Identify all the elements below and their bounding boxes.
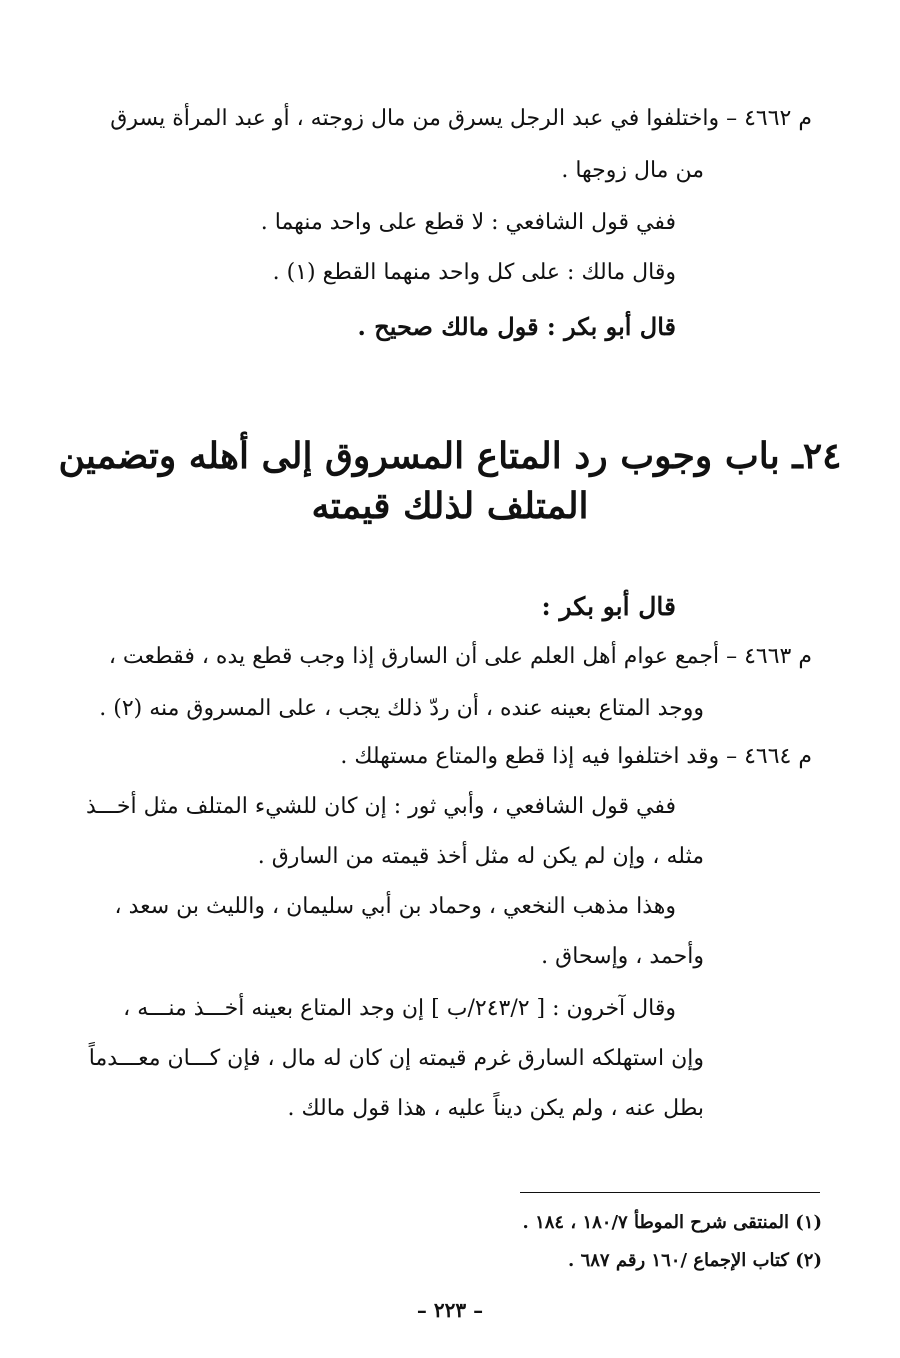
chapter-heading-line1: ٢٤ـ باب وجوب رد المتاع المسروق إلى أهله وتضمين [58,435,842,477]
footnote-1: (١) المنتقى شرح الموطأ ١٨٠/٧ ، ١٨٤ . [522,1212,822,1233]
footnote-separator [520,1192,820,1193]
entry-4663-line2: ووجد المتاع بعينه عنده ، أن ردّ ذلك يجب ، على المسروق منه (٢) . [99,696,704,721]
entry-4664-line2: ففي قول الشافعي ، وأبي ثور : إن كان للشيء المتلف مثل أخـــذ [85,794,676,819]
malik-opinion: وقال مالك : على كل واحد منهما القطع (١) . [272,260,676,285]
entry-4664-line6: وقال آخرون : [ ٢٤٣/٢/ب ] إن وجد المتاع بعينه أخـــذ منـــه ، [123,996,676,1021]
page-number: – ٢٢٣ – [416,1298,484,1322]
entry-4664-line7: وإن استهلكه السارق غرم قيمته إن كان له مال ، فإن كـــان معـــدماً [88,1046,704,1071]
entry-4664-line4: وهذا مذهب النخعي ، وحماد بن أبي سليمان ، والليث بن سعد ، [114,894,676,919]
entry-4662-line1: م ٤٦٦٢ – واختلفوا في عبد الرجل يسرق من مال زوجته ، أو عبد المرأة يسرق [110,106,812,131]
footnote-2: (٢) كتاب الإجماع /١٦٠ رقم ٦٨٧ . [568,1250,822,1271]
entry-4664-line1: م ٤٦٦٤ – وقد اختلفوا فيه إذا قطع والمتاع مستهلك . [340,744,812,769]
section-intro: قال أبو بكر : [541,592,676,621]
entry-4664-line5: وأحمد ، وإسحاق . [541,944,704,969]
shafii-opinion: ففي قول الشافعي : لا قطع على واحد منهما . [260,210,676,235]
entry-4664-line8: بطل عنه ، ولم يكن ديناً عليه ، هذا قول مالك . [287,1096,704,1121]
entry-4662-line2: من مال زوجها . [561,158,704,183]
abu-bakr-statement: قال أبو بكر : قول مالك صحيح . [357,312,676,341]
entry-4663-line1: م ٤٦٦٣ – أجمع عوام أهل العلم على أن السارق إذا وجب قطع يده ، فقطعت ، [108,644,812,669]
chapter-heading-line2: المتلف لذلك قيمته [311,485,589,527]
entry-4664-line3: مثله ، وإن لم يكن له مثل أخذ قيمته من السارق . [257,844,704,869]
